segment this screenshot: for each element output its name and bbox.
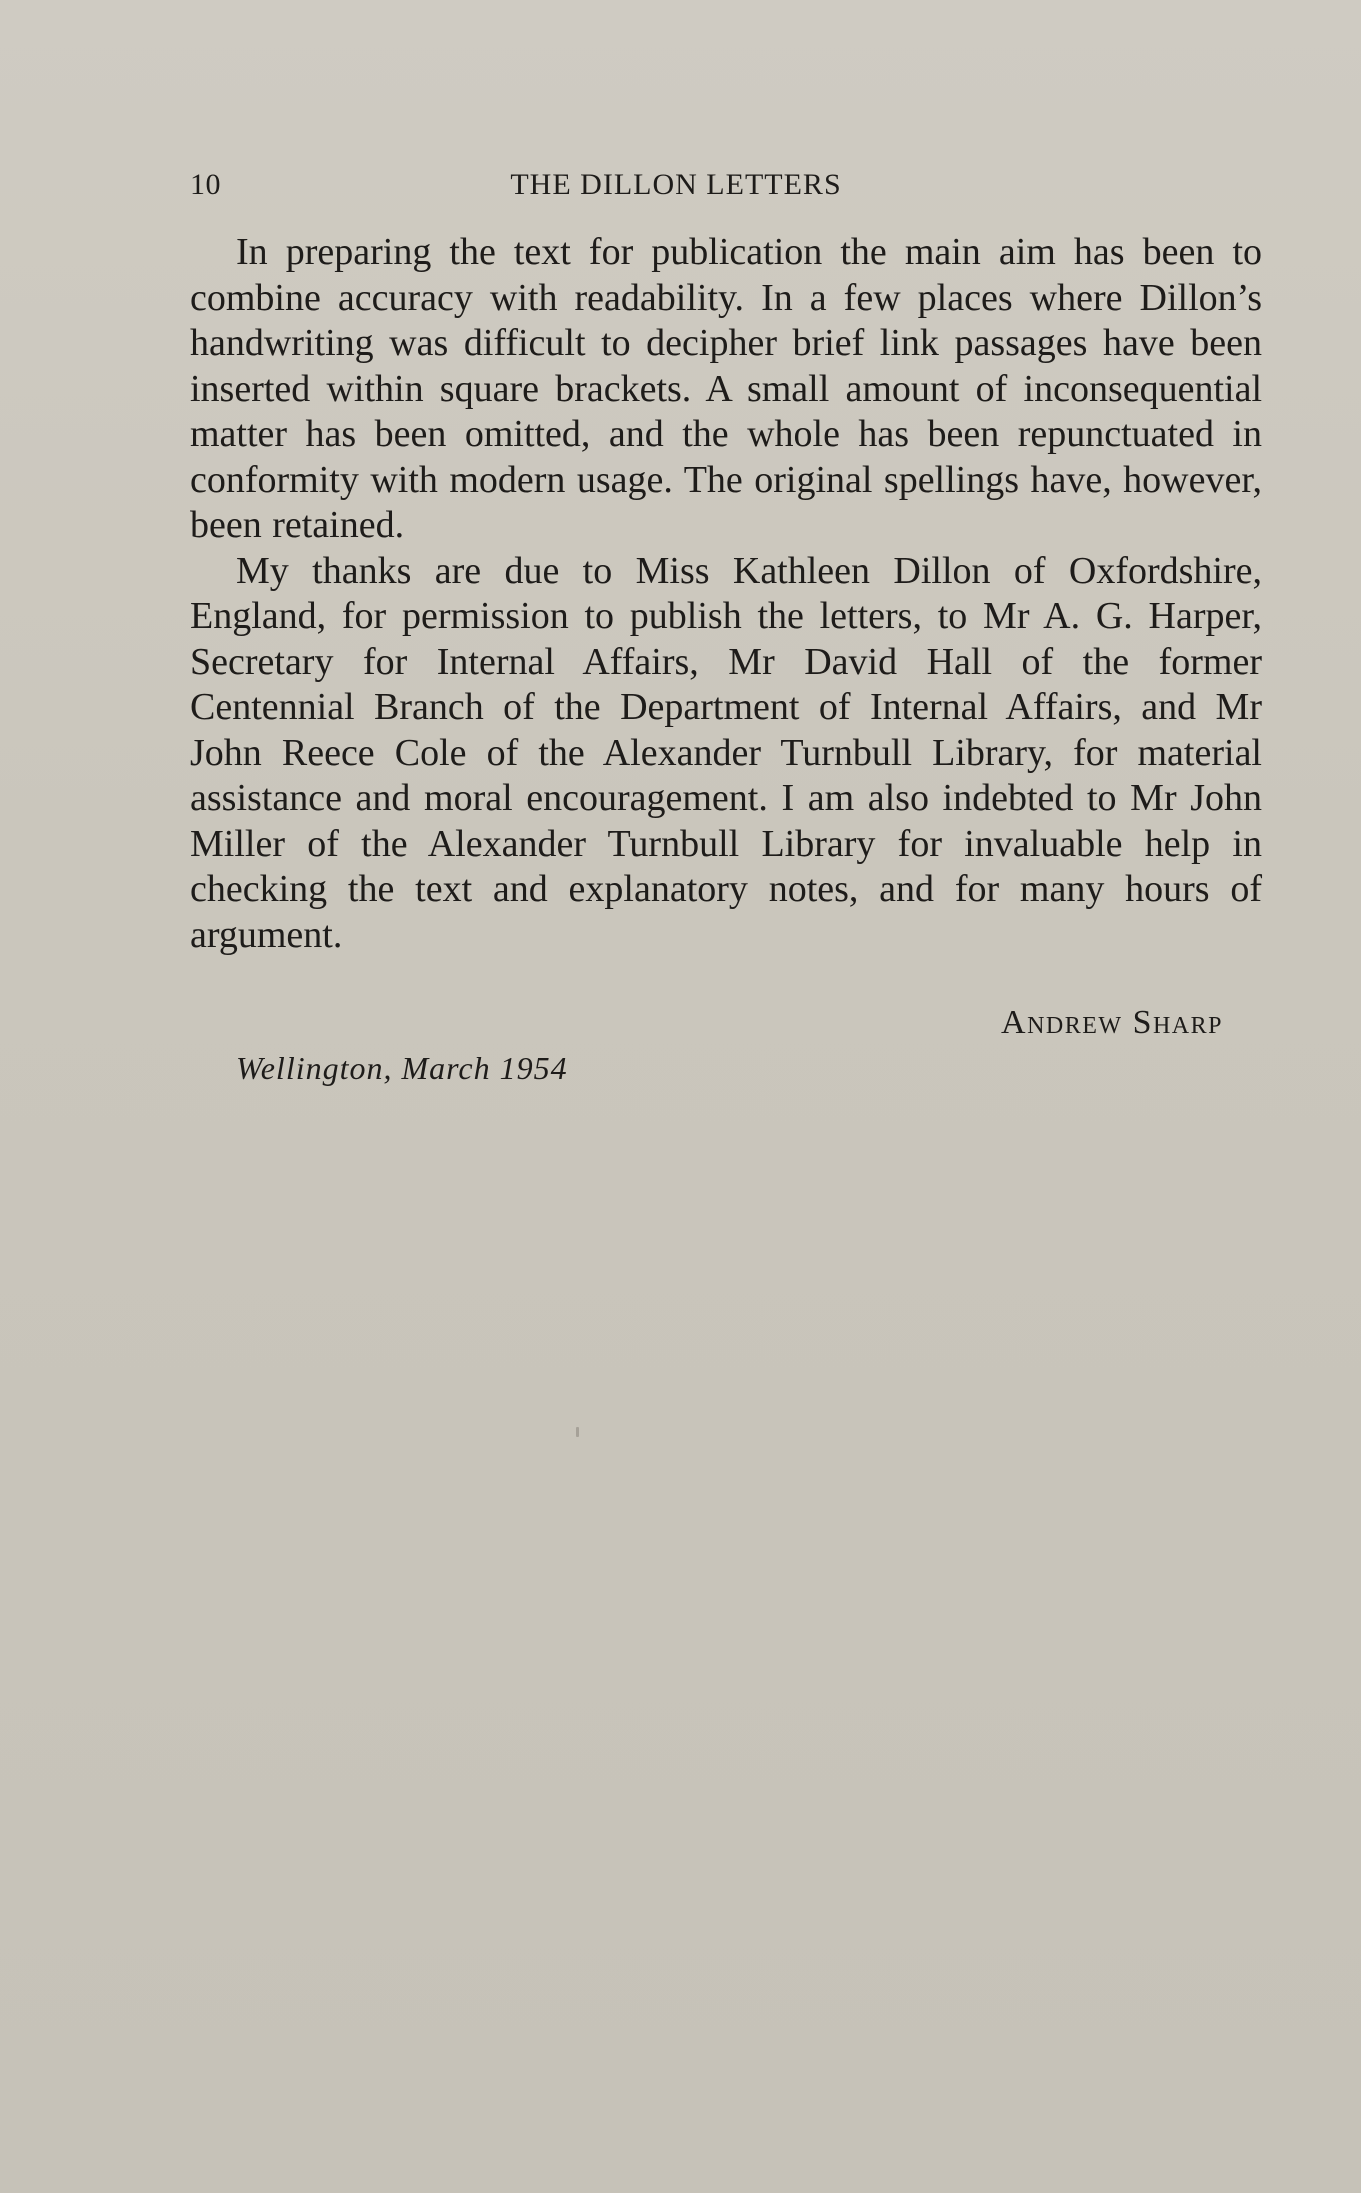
page-number: 10	[190, 168, 221, 201]
paragraph-acknowledgements: My thanks are due to Miss Kathleen Dillon of Oxfordshire, England, for permission to publish the letters, to Mr A. G. Harper, Secretary for Internal Affairs, Mr David Hall of the former Centennial Branch of the Department of Internal Affairs, and Mr John Reece Cole of the Alexander Turnbull Library, for material assistance and moral encouragement. I am also indebted to Mr John Miller of the Alexander Turnbull Library for invaluable help in checking the text and explanatory notes, and for many hours of argument.	[190, 549, 1262, 956]
running-head	[190, 168, 1262, 208]
place-date: Wellington, March 1954	[236, 1050, 568, 1086]
body-text	[190, 230, 1262, 958]
paper-speck	[576, 1427, 579, 1437]
author-signature: Andrew Sharp	[1001, 1004, 1223, 1041]
paragraph-editorial-method: In preparing the text for publication the main aim has been to combine accuracy with readability. In a few places where Dillon’s handwriting was difficult to decipher brief link passages have been inserted within square brackets. A small amount of inconsequential matter has been omitted, and the whole has been repunctuated in conformity with modern usage. The original spellings have, however, been retained.	[190, 231, 1262, 546]
running-title: THE DILLON LETTERS	[510, 168, 842, 201]
